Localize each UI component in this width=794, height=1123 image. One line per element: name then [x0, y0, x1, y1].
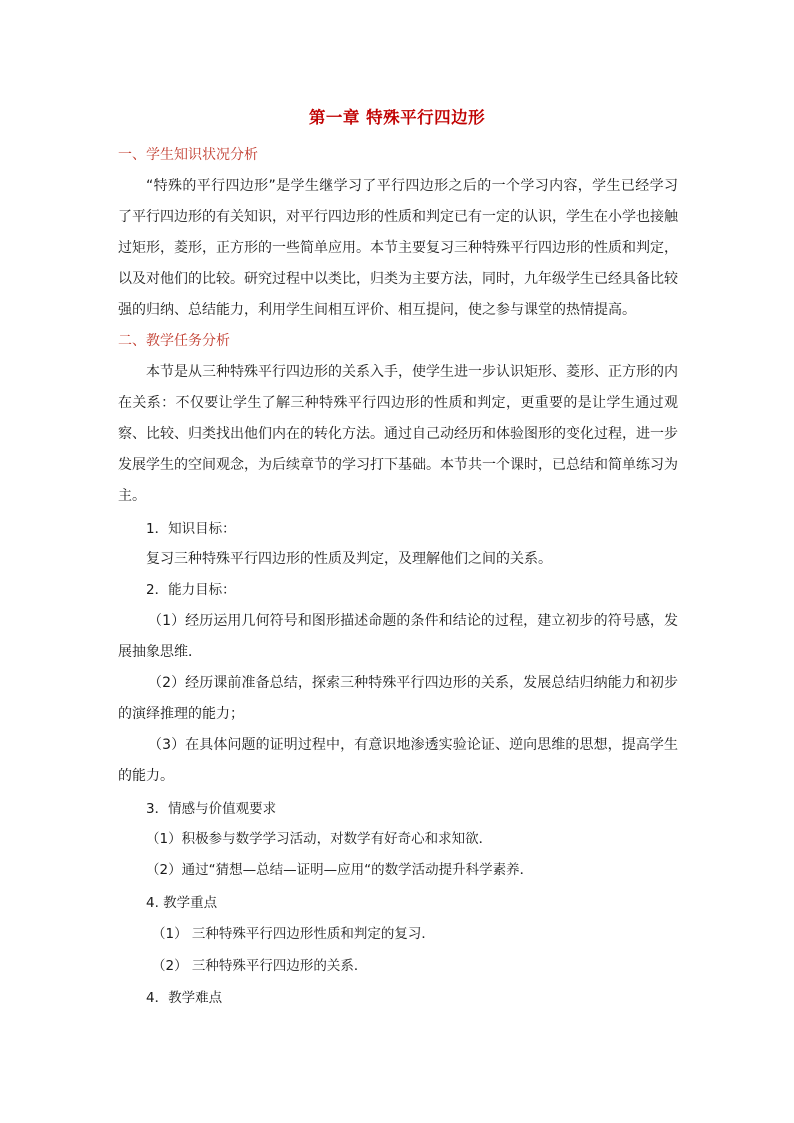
emotion-goal-item-2: （2）通过“猜想—总结—证明—应用“的数学活动提升科学素养． — [146, 862, 534, 878]
ability-goal-heading: 2．能力目标： — [146, 582, 236, 598]
difficulty-heading: 4．教学难点 — [146, 990, 223, 1006]
section-heading-task-analysis: 二、教学任务分析 — [118, 333, 230, 349]
section-heading-student-knowledge: 一、学生知识状况分析 — [118, 147, 258, 163]
knowledge-goal-text: 复习三种特殊平行四边形的性质及判定，及理解他们之间的关系。 — [146, 551, 552, 567]
ability-goal-item-2: （2）经历课前准备总结，探索三种特殊平行四边形的关系，发展总结归纳能力和初步的演绎推理的能力； — [118, 675, 678, 722]
key-point-item-1: （1） 三种特殊平行四边形性质和判定的复习． — [152, 926, 435, 942]
ability-goal-item-1: （1）经历运用几何符号和图形描述命题的条件和结论的过程，建立初步的符号感，发展抽象思维． — [118, 613, 678, 660]
emotion-goal-item-1: （1）积极参与数学学习活动，对数学有好奇心和求知欲． — [146, 831, 493, 847]
key-points-heading: 4. 教学重点 — [146, 895, 218, 911]
key-point-item-2: （2） 三种特殊平行四边形的关系． — [152, 958, 368, 974]
knowledge-goal-heading: 1．知识目标： — [146, 521, 236, 537]
section-paragraph-task-analysis: 本节是从三种特殊平行四边形的关系入手，使学生进一步认识矩形、菱形、正方形的内在关系：不仅要让学生了解三种特殊平行四边形的性质和判定，更重要的是让学生通过观察、比较、归类找出他们内在的转化方法。通过自己动经历和体验图形的变化过程，进一步发展学生的空间观念，为后续章节的学习打下基础。本节共一个课时，已总结和简单练习为主。 — [118, 364, 678, 504]
section-paragraph-student-knowledge: “特殊的平行四边形”是学生继学习了平行四边形之后的一个学习内容，学生已经学习了平行四边形的有关知识，对平行四边形的性质和判定已有一定的认识，学生在小学也接触过矩形，菱形，正方形的一些简单应用。本节主要复习三种特殊平行四边形的性质和判定，以及对他们的比较。研究过程中以类比，归类为主要方法，同时，九年级学生已经具备比较强的归纳、总结能力，利用学生间相互评价、相互提问，使之参与课堂的热情提高。 — [118, 178, 678, 318]
page-title: 第一章 特殊平行四边形 — [308, 108, 486, 127]
ability-goal-item-3: （3）在具体问题的证明过程中，有意识地渗透实验论证、逆向思维的思想，提高学生的能力。 — [118, 737, 678, 784]
emotion-goal-heading: 3．情感与价值观要求 — [146, 801, 277, 817]
